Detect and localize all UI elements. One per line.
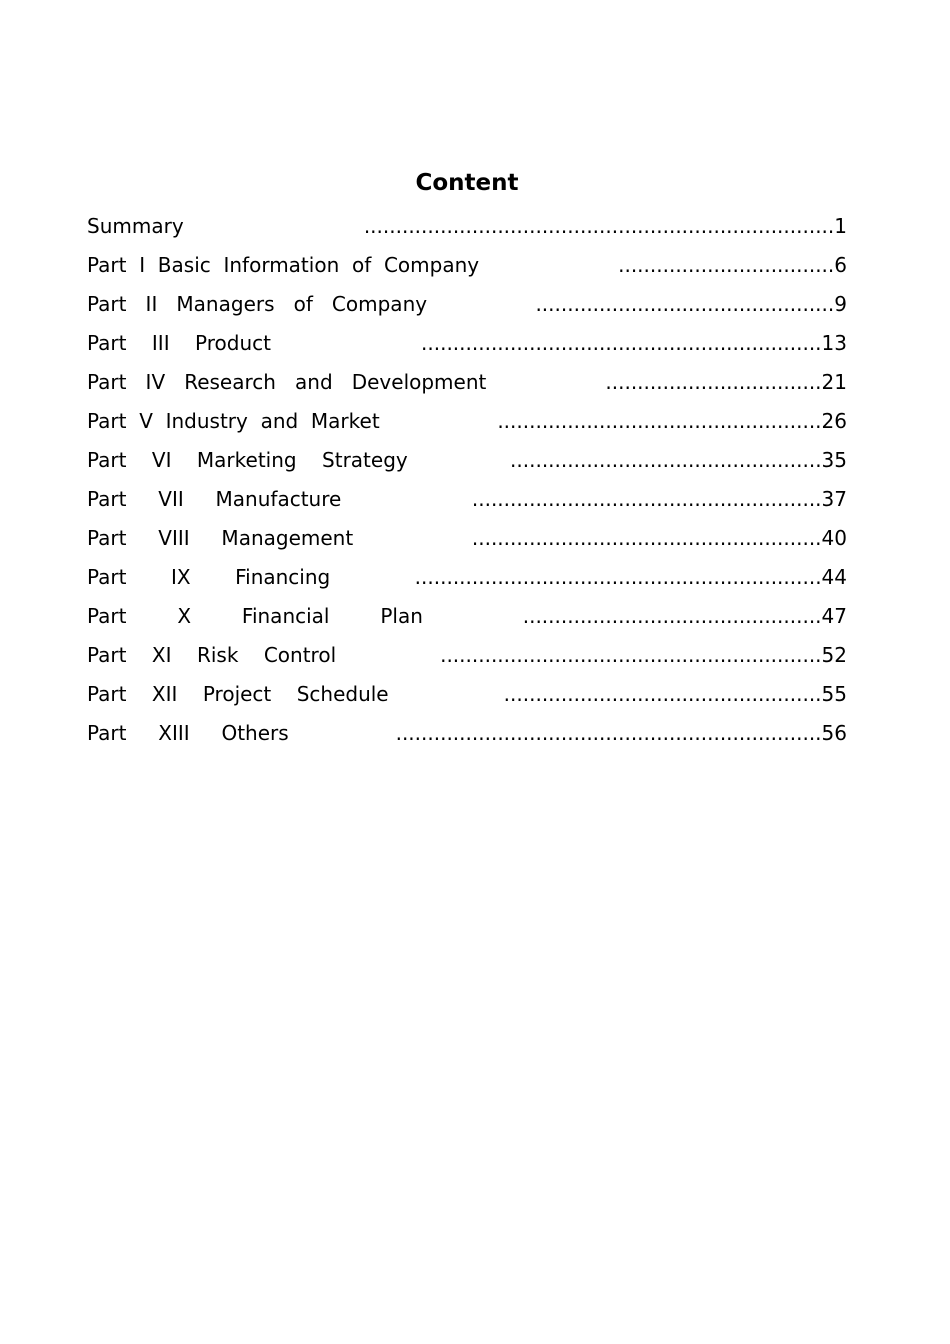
- toc-page-number: 52: [821, 643, 847, 667]
- toc-entry-label: Part XIII Others: [87, 721, 289, 745]
- toc-entry[interactable]: [87, 640, 847, 679]
- toc-entry[interactable]: [87, 406, 847, 445]
- toc-page-number: 47: [821, 604, 847, 628]
- toc-page-number: 37: [821, 487, 847, 511]
- toc-leader-dots: ..........................................................................: [363, 214, 835, 238]
- toc-entry[interactable]: [87, 601, 847, 640]
- toc-entry[interactable]: [87, 250, 847, 289]
- toc-entry-label: Part III Product: [87, 331, 271, 355]
- toc-leader-dots: ................................................................: [414, 565, 822, 589]
- toc-leader-dots: .......................................................: [471, 526, 822, 550]
- toc-entry[interactable]: [87, 679, 847, 718]
- toc-entry[interactable]: [87, 718, 847, 757]
- toc-entry-label: Part V Industry and Market: [87, 409, 380, 433]
- toc-entry[interactable]: [87, 562, 847, 601]
- toc-page-number: 40: [821, 526, 847, 550]
- toc-leader-dots: ...................................................................: [395, 721, 822, 745]
- toc-page-number: 35: [821, 448, 847, 472]
- toc-entry[interactable]: [87, 289, 847, 328]
- toc-entry[interactable]: [87, 367, 847, 406]
- toc-entry-label: Part II Managers of Company: [87, 292, 428, 316]
- toc-leader-dots: ............................................................: [440, 643, 822, 667]
- toc-entry-label: Part VIII Management: [87, 526, 354, 550]
- toc-entry[interactable]: [87, 328, 847, 367]
- toc-leader-dots: ...............................................................: [421, 331, 822, 355]
- toc-entry-label: Part I Basic Information of Company: [87, 253, 480, 277]
- toc-leader-dots: ..................................: [605, 370, 822, 394]
- toc-page-number: 21: [821, 370, 847, 394]
- toc-entry[interactable]: [87, 523, 847, 562]
- table-of-contents: [87, 211, 847, 757]
- toc-leader-dots: ...................................................: [497, 409, 822, 433]
- toc-title: Content: [415, 170, 519, 196]
- toc-entry[interactable]: [87, 484, 847, 523]
- toc-entry-label: Summary: [87, 214, 184, 238]
- toc-entry-label: Part X Financial Plan: [87, 604, 423, 628]
- toc-page-number: 6: [834, 253, 847, 277]
- toc-page-number: 44: [821, 565, 847, 589]
- toc-page-number: 1: [834, 214, 847, 238]
- toc-entry[interactable]: [87, 445, 847, 484]
- toc-leader-dots: .......................................................: [471, 487, 822, 511]
- toc-entry-label: Part XI Risk Control: [87, 643, 337, 667]
- toc-entry-label: Part IX Financing: [87, 565, 331, 589]
- toc-page-number: 56: [821, 721, 847, 745]
- toc-leader-dots: ...............................................: [522, 604, 822, 628]
- toc-leader-dots: .................................................: [510, 448, 822, 472]
- toc-entry[interactable]: [87, 211, 847, 250]
- toc-leader-dots: ..................................................: [503, 682, 822, 706]
- toc-page-number: 55: [821, 682, 847, 706]
- toc-entry-label: Part XII Project Schedule: [87, 682, 389, 706]
- toc-entry-label: Part IV Research and Development: [87, 370, 487, 394]
- toc-leader-dots: ...............................................: [535, 292, 835, 316]
- toc-page-number: 9: [834, 292, 847, 316]
- toc-entry-label: Part VII Manufacture: [87, 487, 342, 511]
- toc-leader-dots: ..................................: [618, 253, 835, 277]
- toc-page-number: 26: [821, 409, 847, 433]
- toc-entry-label: Part VI Marketing Strategy: [87, 448, 408, 472]
- toc-page-number: 13: [821, 331, 847, 355]
